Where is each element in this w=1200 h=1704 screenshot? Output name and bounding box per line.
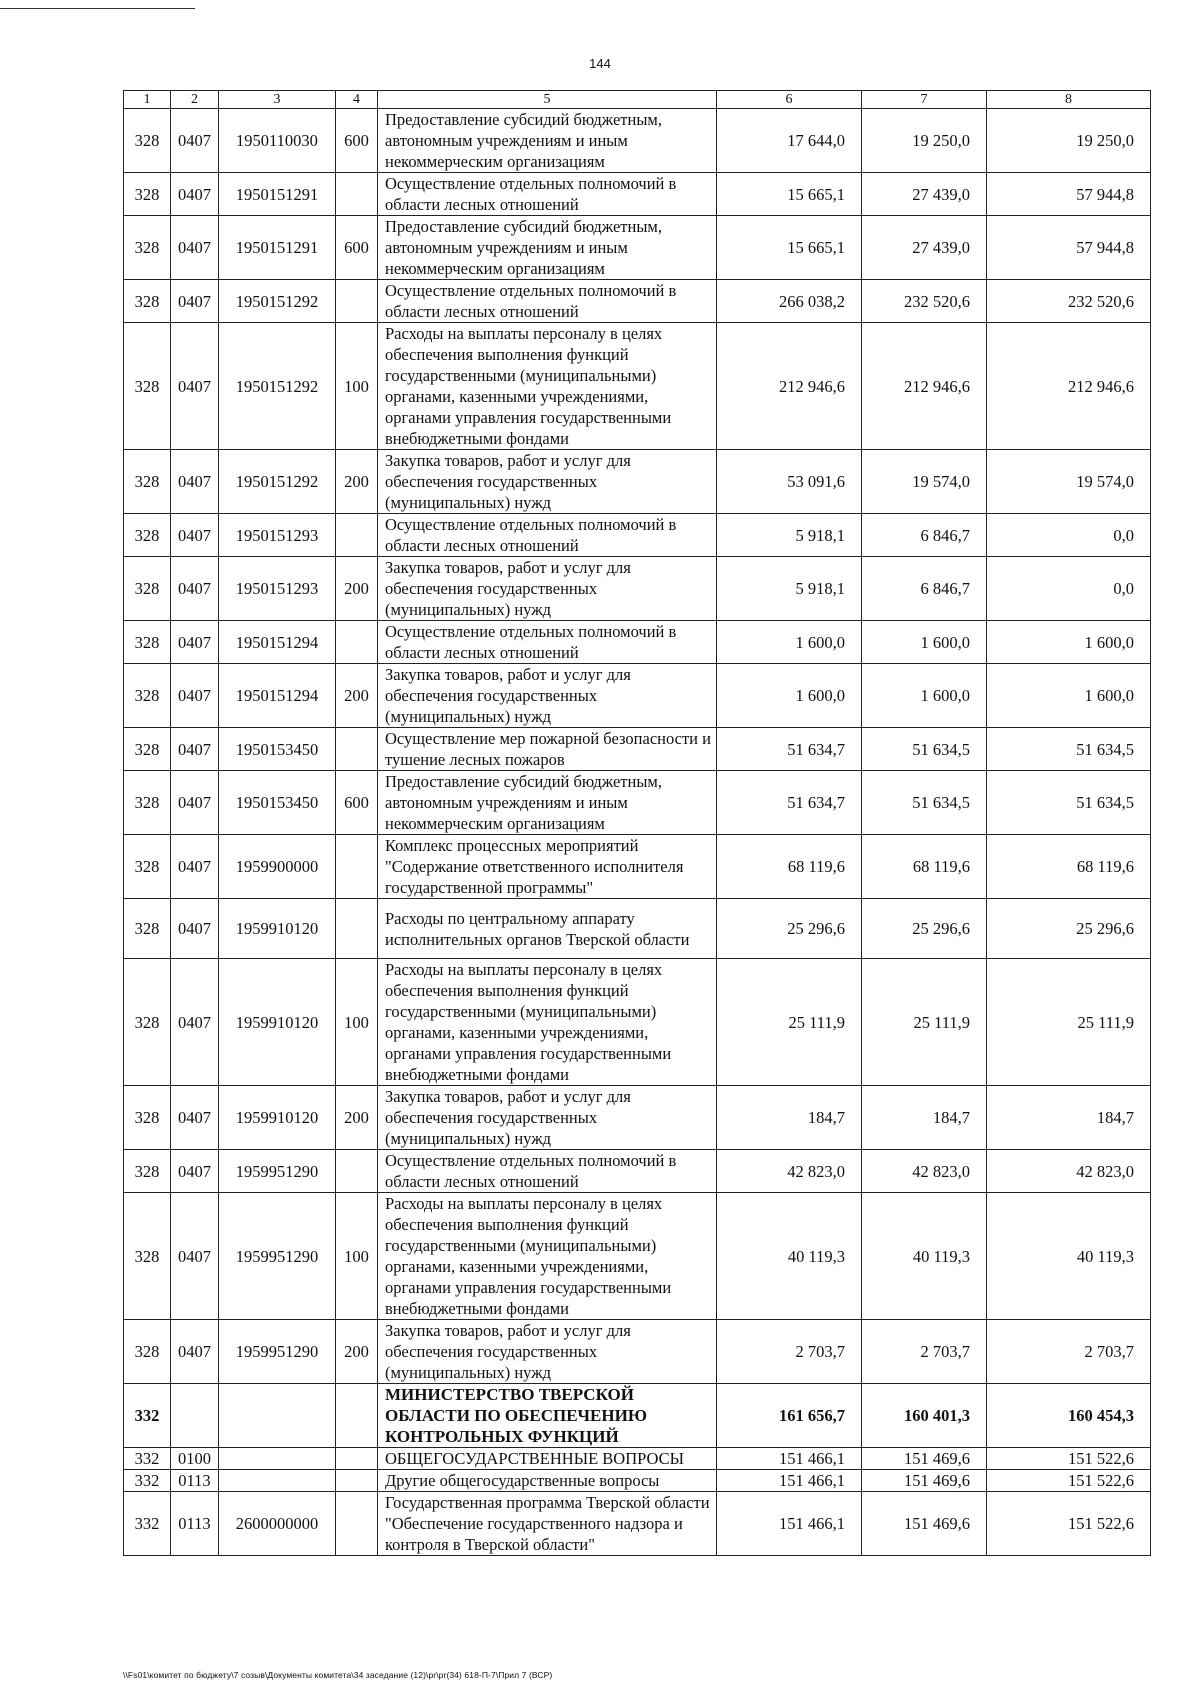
cell-code-1: 328 [124,771,171,835]
cell-amount-2: 6 846,7 [862,557,987,621]
cell-amount-3: 0,0 [987,557,1151,621]
cell-amount-3: 25 296,6 [987,899,1151,959]
cell-description: Закупка товаров, работ и услуг для обеспечения государственных (муниципальных) нужд [378,1320,717,1384]
cell-amount-3: 160 454,3 [987,1384,1151,1448]
table-row [124,1384,1151,1448]
cell-code-2: 0407 [171,1193,219,1320]
cell-code-1: 328 [124,216,171,280]
cell-code-4: 200 [336,557,378,621]
cell-amount-2: 232 520,6 [862,280,987,323]
cell-amount-1: 25 296,6 [717,899,862,959]
header-cell-1: 1 [124,91,171,109]
cell-code-2: 0407 [171,835,219,899]
cell-code-2: 0407 [171,514,219,557]
table-row [124,450,1151,514]
cell-amount-2: 25 296,6 [862,899,987,959]
cell-amount-1: 151 466,1 [717,1470,862,1492]
cell-code-2: 0113 [171,1470,219,1492]
cell-code-2: 0100 [171,1448,219,1470]
cell-amount-1: 1 600,0 [717,664,862,728]
cell-code-1: 328 [124,109,171,173]
cell-code-1: 328 [124,664,171,728]
cell-code-2: 0407 [171,664,219,728]
cell-code-3: 1950153450 [219,728,336,771]
header-row [124,91,1151,109]
cell-amount-2: 25 111,9 [862,959,987,1086]
cell-code-3: 1950151291 [219,173,336,216]
table-row [124,1448,1151,1470]
cell-code-1: 328 [124,1086,171,1150]
cell-code-2: 0407 [171,450,219,514]
cell-amount-3: 42 823,0 [987,1150,1151,1193]
cell-code-3: 1950151294 [219,621,336,664]
cell-amount-1: 151 466,1 [717,1448,862,1470]
cell-amount-2: 1 600,0 [862,621,987,664]
cell-code-4: 200 [336,1320,378,1384]
cell-code-4 [336,1448,378,1470]
header-cell-2: 2 [171,91,219,109]
cell-amount-3: 19 250,0 [987,109,1151,173]
table-row [124,728,1151,771]
table-row [124,109,1151,173]
cell-code-1: 328 [124,323,171,450]
table-row [124,771,1151,835]
cell-amount-2: 27 439,0 [862,173,987,216]
cell-description: Предоставление субсидий бюджетным, автономным учреждениям и иным некоммерческим организациям [378,109,717,173]
cell-description: Предоставление субсидий бюджетным, автономным учреждениям и иным некоммерческим организациям [378,771,717,835]
page-number: 144 [589,56,611,71]
cell-code-4: 600 [336,109,378,173]
cell-amount-2: 151 469,6 [862,1470,987,1492]
cell-code-3: 1950153450 [219,771,336,835]
cell-description: Закупка товаров, работ и услуг для обеспечения государственных (муниципальных) нужд [378,1086,717,1150]
cell-code-3: 1950110030 [219,109,336,173]
cell-amount-1: 212 946,6 [717,323,862,450]
header-cell-3: 3 [219,91,336,109]
table-row [124,557,1151,621]
header-cell-7: 7 [862,91,987,109]
cell-amount-2: 151 469,6 [862,1492,987,1556]
cell-code-3: 2600000000 [219,1492,336,1556]
cell-code-4 [336,728,378,771]
table-row [124,1193,1151,1320]
cell-code-2: 0407 [171,173,219,216]
cell-code-3: 1959910120 [219,1086,336,1150]
cell-amount-3: 151 522,6 [987,1470,1151,1492]
cell-amount-2: 151 469,6 [862,1448,987,1470]
header-cell-5: 5 [378,91,717,109]
cell-description: Осуществление отдельных полномочий в области лесных отношений [378,514,717,557]
cell-code-4: 100 [336,1193,378,1320]
cell-code-4: 100 [336,959,378,1086]
cell-description: Другие общегосударственные вопросы [378,1470,717,1492]
cell-code-4 [336,1470,378,1492]
cell-code-1: 332 [124,1492,171,1556]
cell-description: Осуществление отдельных полномочий в области лесных отношений [378,280,717,323]
cell-code-2: 0407 [171,959,219,1086]
cell-code-1: 328 [124,1193,171,1320]
table-row [124,1150,1151,1193]
table-row [124,664,1151,728]
cell-code-4: 600 [336,771,378,835]
cell-code-4 [336,835,378,899]
table-row [124,1086,1151,1150]
cell-amount-3: 232 520,6 [987,280,1151,323]
cell-code-2: 0407 [171,109,219,173]
cell-amount-2: 19 574,0 [862,450,987,514]
cell-code-3 [219,1470,336,1492]
cell-amount-3: 68 119,6 [987,835,1151,899]
cell-code-2: 0407 [171,323,219,450]
table-row [124,323,1151,450]
cell-amount-1: 15 665,1 [717,216,862,280]
cell-description: Осуществление отдельных полномочий в области лесных отношений [378,173,717,216]
cell-amount-1: 53 091,6 [717,450,862,514]
cell-code-2: 0407 [171,621,219,664]
cell-amount-3: 51 634,5 [987,728,1151,771]
footer-file-path: \\Fs01\комитет по бюджету\7 созыв\Документы комитета\34 заседание (12)\pr\pr(34) 618-П-7\Прил 7 (ВСР) [123,1670,553,1680]
cell-amount-3: 151 522,6 [987,1492,1151,1556]
cell-amount-3: 151 522,6 [987,1448,1151,1470]
cell-amount-1: 51 634,7 [717,771,862,835]
cell-amount-3: 1 600,0 [987,664,1151,728]
cell-code-2: 0407 [171,771,219,835]
cell-amount-1: 1 600,0 [717,621,862,664]
cell-code-2: 0407 [171,1320,219,1384]
budget-table [123,90,1151,1556]
cell-code-4: 200 [336,450,378,514]
cell-amount-3: 51 634,5 [987,771,1151,835]
cell-description: Расходы на выплаты персоналу в целях обеспечения выполнения функций государственными (муниципальными) органами, казенными учреждениями, органами управления государственными внебюджетными фондами [378,959,717,1086]
cell-amount-2: 19 250,0 [862,109,987,173]
cell-amount-3: 1 600,0 [987,621,1151,664]
cell-amount-3: 0,0 [987,514,1151,557]
cell-amount-1: 184,7 [717,1086,862,1150]
cell-code-4: 200 [336,664,378,728]
cell-description: Расходы на выплаты персоналу в целях обеспечения выполнения функций государственными (муниципальными) органами, казенными учреждениями, органами управления государственными внебюджетными фондами [378,1193,717,1320]
cell-description: Расходы по центральному аппарату исполнительных органов Тверской области [378,899,717,959]
cell-code-3: 1950151292 [219,450,336,514]
table-row [124,899,1151,959]
cell-amount-2: 6 846,7 [862,514,987,557]
cell-code-1: 328 [124,621,171,664]
cell-amount-1: 42 823,0 [717,1150,862,1193]
table-row [124,621,1151,664]
cell-code-2: 0407 [171,557,219,621]
header-cell-4: 4 [336,91,378,109]
cell-code-1: 328 [124,728,171,771]
cell-code-3: 1959910120 [219,959,336,1086]
cell-code-1: 328 [124,1150,171,1193]
cell-description: Комплекс процессных мероприятий "Содержание ответственного исполнителя государственной программы" [378,835,717,899]
cell-code-4 [336,514,378,557]
top-rule [0,8,195,9]
cell-description: МИНИСТЕРСТВО ТВЕРСКОЙ ОБЛАСТИ ПО ОБЕСПЕЧЕНИЮ КОНТРОЛЬНЫХ ФУНКЦИЙ [378,1384,717,1448]
cell-amount-3: 40 119,3 [987,1193,1151,1320]
cell-amount-1: 40 119,3 [717,1193,862,1320]
cell-description: Закупка товаров, работ и услуг для обеспечения государственных (муниципальных) нужд [378,450,717,514]
cell-description: Осуществление мер пожарной безопасности и тушение лесных пожаров [378,728,717,771]
cell-amount-1: 2 703,7 [717,1320,862,1384]
cell-amount-2: 160 401,3 [862,1384,987,1448]
cell-code-4 [336,1492,378,1556]
cell-amount-3: 2 703,7 [987,1320,1151,1384]
header-cell-6: 6 [717,91,862,109]
cell-code-3: 1950151291 [219,216,336,280]
cell-code-2: 0407 [171,216,219,280]
cell-code-3: 1959951290 [219,1150,336,1193]
table-row [124,1492,1151,1556]
cell-code-2: 0407 [171,1150,219,1193]
cell-amount-1: 151 466,1 [717,1492,862,1556]
table-row [124,173,1151,216]
cell-code-2: 0407 [171,899,219,959]
cell-code-4 [336,1150,378,1193]
cell-code-2 [171,1384,219,1448]
cell-description: Закупка товаров, работ и услуг для обеспечения государственных (муниципальных) нужд [378,664,717,728]
cell-amount-1: 15 665,1 [717,173,862,216]
cell-amount-1: 5 918,1 [717,514,862,557]
cell-amount-2: 42 823,0 [862,1150,987,1193]
cell-description: Предоставление субсидий бюджетным, автономным учреждениям и иным некоммерческим организациям [378,216,717,280]
cell-description: Расходы на выплаты персоналу в целях обеспечения выполнения функций государственными (муниципальными) органами, казенными учреждениями, органами управления государственными внебюджетными фондами [378,323,717,450]
cell-code-3: 1950151294 [219,664,336,728]
cell-code-1: 328 [124,835,171,899]
table-row [124,1470,1151,1492]
cell-amount-2: 1 600,0 [862,664,987,728]
cell-code-3: 1959910120 [219,899,336,959]
cell-code-4: 100 [336,323,378,450]
header-cell-8: 8 [987,91,1151,109]
cell-code-3 [219,1448,336,1470]
cell-code-1: 332 [124,1470,171,1492]
cell-code-1: 328 [124,959,171,1086]
cell-amount-1: 5 918,1 [717,557,862,621]
table-row [124,959,1151,1086]
cell-code-4 [336,280,378,323]
cell-amount-3: 19 574,0 [987,450,1151,514]
cell-code-3 [219,1384,336,1448]
cell-code-4 [336,173,378,216]
cell-amount-3: 184,7 [987,1086,1151,1150]
cell-amount-1: 266 038,2 [717,280,862,323]
cell-code-3: 1959951290 [219,1320,336,1384]
cell-code-3: 1950151293 [219,557,336,621]
table-row [124,216,1151,280]
cell-code-1: 332 [124,1384,171,1448]
cell-code-1: 328 [124,280,171,323]
cell-code-3: 1950151293 [219,514,336,557]
cell-amount-2: 51 634,5 [862,728,987,771]
cell-code-1: 328 [124,1320,171,1384]
cell-code-3: 1950151292 [219,323,336,450]
cell-code-1: 328 [124,514,171,557]
cell-code-2: 0407 [171,728,219,771]
cell-amount-1: 17 644,0 [717,109,862,173]
cell-amount-2: 40 119,3 [862,1193,987,1320]
cell-amount-1: 51 634,7 [717,728,862,771]
cell-amount-3: 212 946,6 [987,323,1151,450]
table-row [124,514,1151,557]
table-row [124,1320,1151,1384]
cell-amount-2: 212 946,6 [862,323,987,450]
cell-code-4 [336,621,378,664]
cell-description: Осуществление отдельных полномочий в области лесных отношений [378,1150,717,1193]
cell-description: ОБЩЕГОСУДАРСТВЕННЫЕ ВОПРОСЫ [378,1448,717,1470]
cell-amount-1: 25 111,9 [717,959,862,1086]
cell-code-2: 0407 [171,1086,219,1150]
cell-code-4 [336,1384,378,1448]
cell-description: Осуществление отдельных полномочий в области лесных отношений [378,621,717,664]
table-row [124,280,1151,323]
cell-description: Государственная программа Тверской области "Обеспечение государственного надзора и контроля в Тверской области" [378,1492,717,1556]
cell-code-1: 328 [124,557,171,621]
cell-code-3: 1959951290 [219,1193,336,1320]
cell-code-1: 328 [124,450,171,514]
table-body [124,91,1151,1556]
cell-amount-2: 68 119,6 [862,835,987,899]
cell-code-1: 328 [124,899,171,959]
cell-code-2: 0407 [171,280,219,323]
cell-amount-1: 68 119,6 [717,835,862,899]
cell-amount-2: 27 439,0 [862,216,987,280]
cell-code-1: 332 [124,1448,171,1470]
cell-code-2: 0113 [171,1492,219,1556]
table-row [124,835,1151,899]
cell-code-3: 1959900000 [219,835,336,899]
cell-amount-3: 57 944,8 [987,173,1151,216]
cell-code-3: 1950151292 [219,280,336,323]
cell-amount-2: 2 703,7 [862,1320,987,1384]
cell-code-4 [336,899,378,959]
cell-description: Закупка товаров, работ и услуг для обеспечения государственных (муниципальных) нужд [378,557,717,621]
cell-amount-2: 184,7 [862,1086,987,1150]
cell-amount-1: 161 656,7 [717,1384,862,1448]
cell-amount-3: 25 111,9 [987,959,1151,1086]
cell-code-1: 328 [124,173,171,216]
cell-amount-2: 51 634,5 [862,771,987,835]
cell-code-4: 600 [336,216,378,280]
cell-code-4: 200 [336,1086,378,1150]
cell-amount-3: 57 944,8 [987,216,1151,280]
